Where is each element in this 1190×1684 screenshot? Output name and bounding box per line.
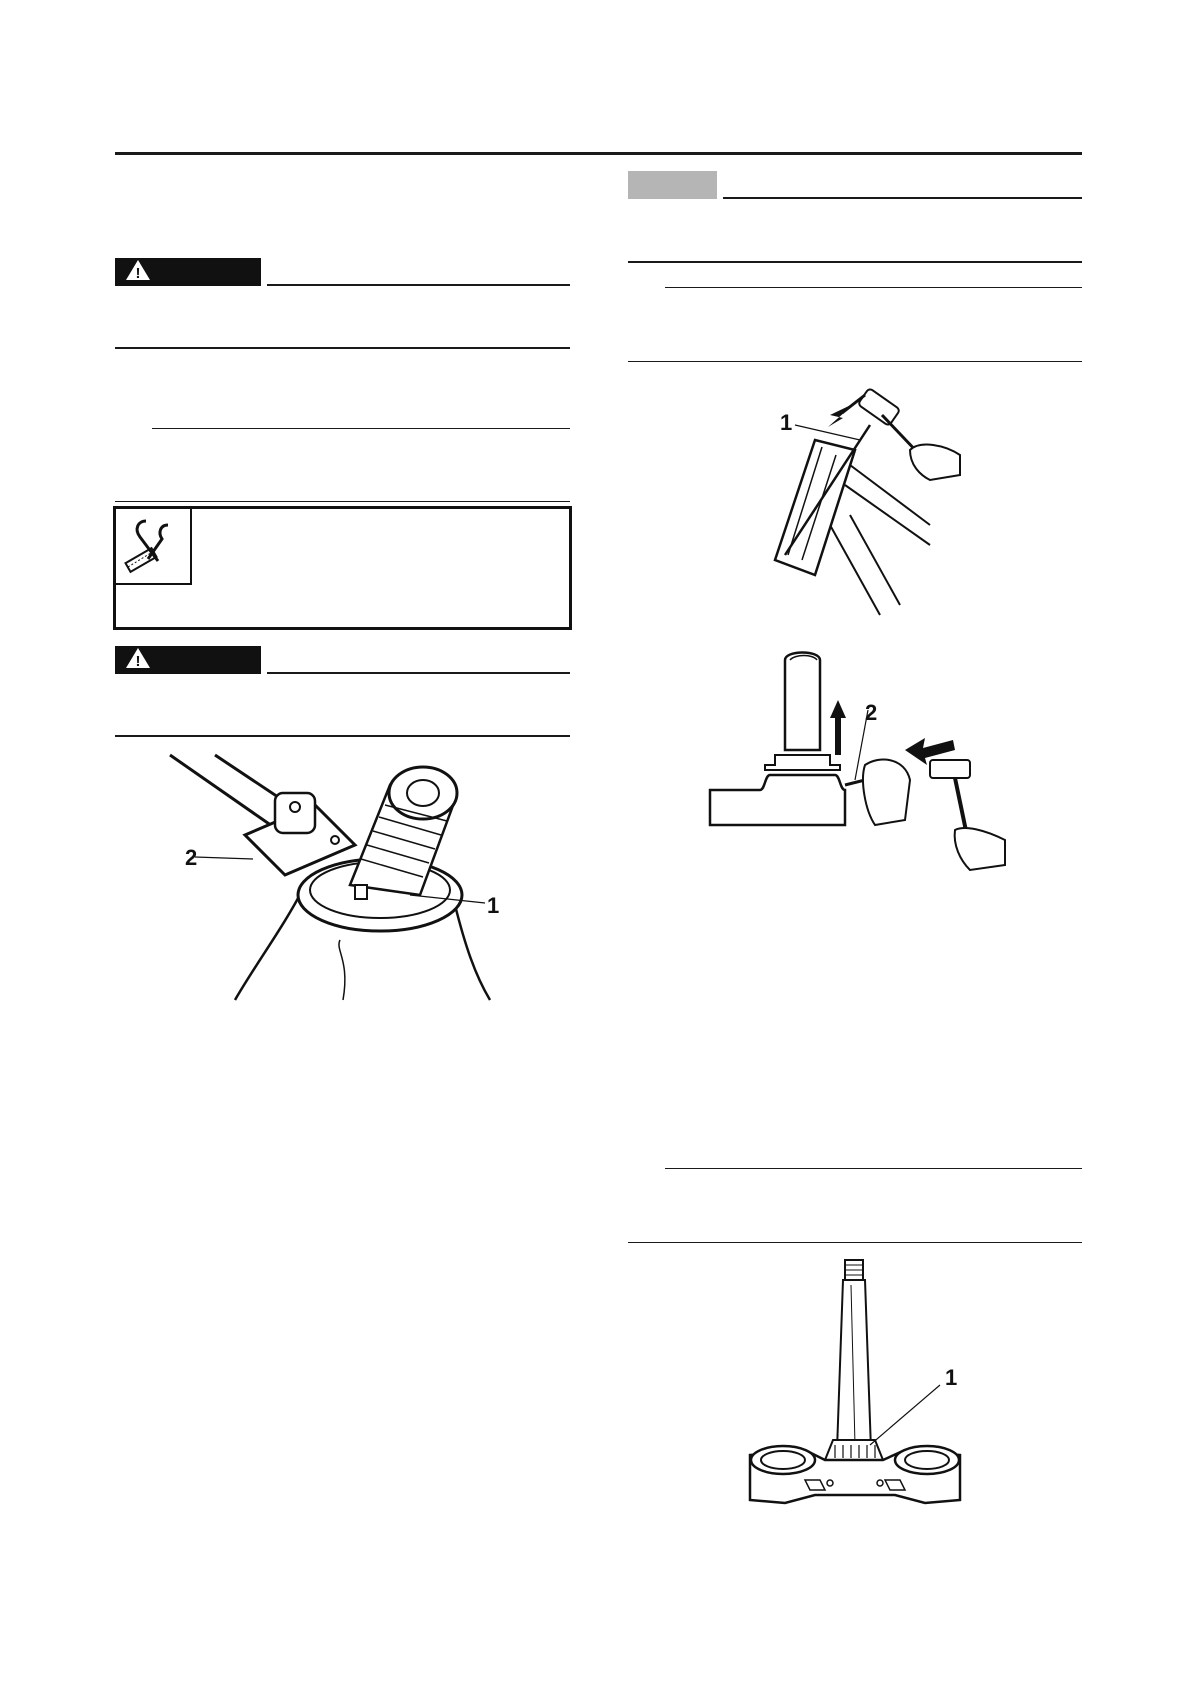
note-tag bbox=[628, 171, 717, 199]
callout-2-left: 2 bbox=[185, 845, 198, 870]
right-rule-2 bbox=[628, 361, 1082, 362]
callout-1-right-bottom: 1 bbox=[945, 1365, 958, 1390]
warning-1-top-rule bbox=[267, 284, 570, 286]
tool-icon-frame bbox=[116, 509, 192, 585]
warning-tag-1 bbox=[115, 258, 261, 286]
ring-nut-wrench-illustration bbox=[165, 745, 525, 1005]
warning-tag-2 bbox=[115, 646, 261, 674]
special-tool-box bbox=[113, 506, 572, 630]
warning-triangle-svg bbox=[125, 259, 151, 281]
lower-bracket-illustration bbox=[745, 1255, 1005, 1515]
right-rule-1 bbox=[628, 261, 1082, 263]
callout-2-right: 2 bbox=[865, 700, 878, 725]
warning-triangle-icon bbox=[125, 259, 151, 285]
note-tag-rule bbox=[723, 197, 1082, 199]
note-1-bottom-rule bbox=[115, 501, 570, 502]
right-note-rule-2 bbox=[665, 1168, 1082, 1169]
lower-bearing-removal-illustration bbox=[705, 640, 1025, 890]
warning-2-top-rule bbox=[267, 672, 570, 674]
warning-1-bottom-rule bbox=[115, 347, 570, 349]
header-rule bbox=[115, 152, 1082, 155]
callout-1-left: 1 bbox=[487, 893, 500, 918]
right-note-rule bbox=[665, 287, 1082, 288]
callout-1-right-top: 1 bbox=[780, 410, 793, 435]
svg-text:!: ! bbox=[135, 265, 141, 282]
warning-triangle-icon bbox=[125, 647, 151, 673]
warning-triangle-svg bbox=[125, 647, 151, 669]
note-1-rule bbox=[152, 428, 570, 429]
warning-2-bottom-rule bbox=[115, 735, 570, 737]
bearing-race-removal-illustration bbox=[760, 385, 980, 625]
svg-text:!: ! bbox=[135, 653, 141, 670]
special-tool-icon bbox=[118, 511, 188, 581]
right-rule-3 bbox=[628, 1242, 1082, 1243]
